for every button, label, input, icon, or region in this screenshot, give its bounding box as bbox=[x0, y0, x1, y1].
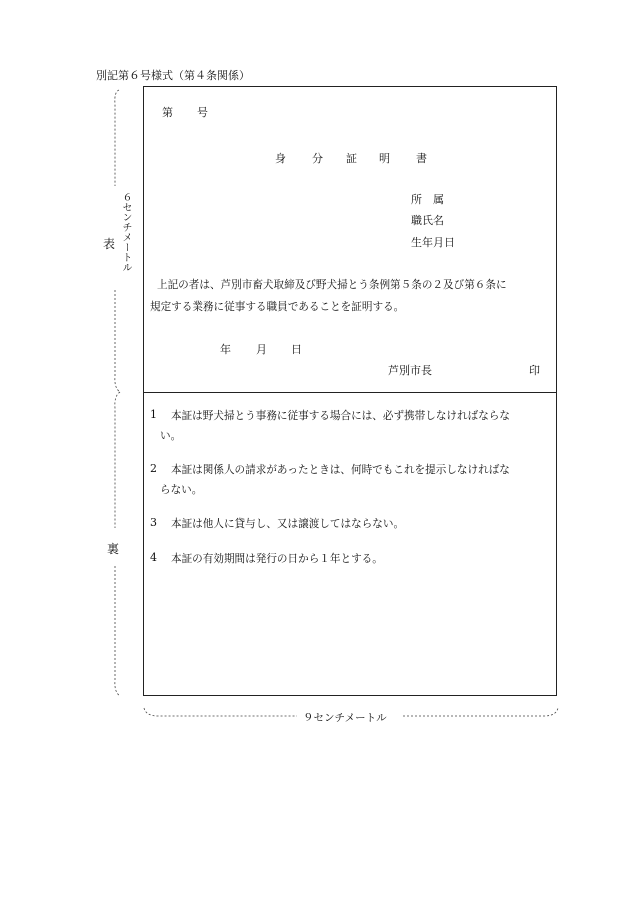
note-1-number: 1 bbox=[150, 408, 157, 421]
note-2-line-1: 本証は関係人の請求があったときは、何時でもこれを提示しなければな bbox=[171, 464, 510, 476]
width-dimension-label: ９センチメートル bbox=[303, 712, 387, 724]
field-title-name: 職氏名 bbox=[411, 214, 444, 227]
note-4-number: 4 bbox=[150, 551, 157, 564]
note-4-line-1: 本証の有効期間は発行の日から１年とする。 bbox=[171, 553, 383, 565]
title-char-2: 分 bbox=[312, 152, 323, 165]
date-day: 日 bbox=[291, 343, 302, 356]
title-char-4: 明 bbox=[379, 152, 390, 165]
back-side-label: 裏 bbox=[107, 542, 120, 556]
number-label-dai: 第 bbox=[162, 106, 173, 119]
title-char-1: 身 bbox=[275, 152, 286, 165]
certificate-body-line-1: 上記の者は、芦別市畜犬取締及び野犬掃とう条例第５条の２及び第６条に bbox=[157, 279, 507, 291]
certificate-body-line-2: 規定する業務に従事する職員であることを証明する。 bbox=[150, 301, 405, 313]
title-char-5: 書 bbox=[416, 152, 427, 165]
note-3-number: 3 bbox=[150, 516, 157, 529]
note-1-line-1: 本証は野犬掃とう事務に従事する場合には、必ず携帯しなければならな bbox=[171, 410, 510, 422]
note-1-line-2: い。 bbox=[160, 430, 182, 442]
field-affiliation: 所 属 bbox=[411, 193, 444, 206]
issuer-name: 芦別市長 bbox=[388, 364, 432, 377]
title-char-3: 証 bbox=[346, 152, 357, 165]
note-2-number: 2 bbox=[150, 462, 157, 475]
field-birthdate: 生年月日 bbox=[411, 236, 455, 249]
date-month: 月 bbox=[256, 343, 267, 356]
height-dimension-label: ６センチメートル bbox=[120, 192, 131, 272]
note-3-line-1: 本証は他人に貸与し、又は譲渡してはならない。 bbox=[171, 518, 405, 530]
number-label-go: 号 bbox=[197, 106, 208, 119]
form-label: 別記第６号様式（第４条関係） bbox=[96, 69, 250, 82]
seal-mark: 印 bbox=[529, 364, 540, 377]
front-side-label: 表 bbox=[103, 237, 116, 251]
date-year: 年 bbox=[220, 343, 231, 356]
note-2-line-2: らない。 bbox=[160, 484, 203, 496]
